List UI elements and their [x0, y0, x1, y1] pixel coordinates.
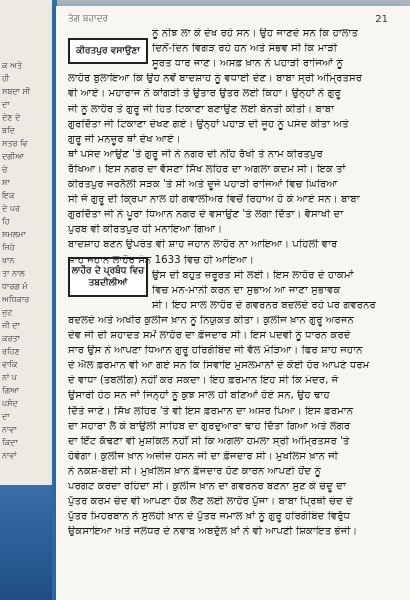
left-page-fragment: ਦਾ [2, 412, 10, 421]
left-page-fragment: ਜਿਹੇ [2, 243, 15, 252]
side-heading-box-1 [68, 38, 148, 64]
left-page-fragment: ਹਿ [2, 217, 10, 226]
text-line: ਦਾ ਸਹਾਰਾ ਲੈ ਕੇ ਬਾਉਲੀ ਸਾਹਿਬ ਦਾ ਗੁਰਦੁਆਰਾ ਢਾਹ ਦਿੱਤਾ ਗਿਆ ਅਤੇ ਲੰਗਰ [68, 420, 351, 432]
text-line: ਉਸਾਰੀ ਹੇਠ ਸਨ ਜਾਂ ਜਿਨ੍ਹਾਂ ਨੂੰ ਕੁਝ ਸਾਲ ਹੀ ਬਣਿਆਂ ਹੋਏ ਸਨ, ਉਹ ਢਾਹ [68, 390, 330, 402]
text-line: ਉਕਸਾਇਆ ਅਤੇ ਜਲੰਧਰ ਦੇ ਨਵਾਬ ਅਬਦੁੱਲ ਖ਼ਾਂ ਨੇ ਵੀ ਆਪਣੀ ਸ਼ਿਕਾਇਤ ਭੇਜੀ। [68, 526, 358, 538]
left-page-fragment: ਦਗੀਆ [2, 152, 24, 161]
side-heading-kiratpur: ਕੀਰਤਪੁਰ ਵਸਾਉਣਾ [76, 46, 140, 56]
left-page-fragment: ਸਤਰ ਵਿ [2, 139, 28, 148]
text-line: ਪੁੱਤਰ ਕਰਮ ਚੰਦ ਵੀ ਆਪਣਾ ਹੱਕ ਲੈਣ ਲਈ ਲਾਹੌਰ ਪੁੱਜਾ। ਬਾਬਾ ਪ੍ਰਿਥੀ ਚੰਦ ਦੇ [68, 496, 353, 508]
text-line: ਦਾ ਇੱਟ ਕੱਢਣਾ ਵੀ ਮੁਸ਼ਕਿਲ ਨਹੀਂ ਸੀ ਕਿ ਅਗਲਾ ਹਮਲਾ ਸ੍ਰੀ ਅੰਮ੍ਰਿਤਸਰ 'ਤੇ [68, 435, 350, 447]
left-page-fragment: ਧਾਰਗ ਮੰ [2, 282, 28, 291]
text-line: ਬਦਲਦੇ ਅਤੇ ਅਖੀਰ ਕੁਲੀਜ ਖ਼ਾਨ ਨੂੰ ਨਿਯੁਕਤ ਕੀਤਾ। ਕੁਲੀਜ ਖ਼ਾਨ ਗੁਰੂ ਅਰਜਨ [68, 314, 354, 326]
text-line: ਬਾਦਸ਼ਾਹ ਬਣਨ ਉਪਰੰਤ ਵੀ ਸ਼ਾਹ ਜਹਾਨ ਲਾਹੌਰ ਨਾ ਆਇਆ। ਪਹਿਲੀ ਵਾਰ [68, 239, 338, 251]
text-line: ਦੇਵ ਜੀ ਦੀ ਸ਼ਹਾਦਤ ਸਮੇਂ ਲਾਹੌਰ ਦਾ ਫ਼ੌਜਦਾਰ ਸੀ। ਇਸ ਪਦਵੀ ਨੂੰ ਧਾਰਨ ਕਰਦੇ [68, 330, 351, 341]
text-line: ਸੀ। ਇਹ ਸਾਲ ਲਾਹੌਰ ਦੇ ਗਵਰਨਰ ਬਦਲਦੇ ਰਹੇ ਪਰ ਗਵਰਨਰ [152, 299, 376, 311]
text-line: ਨੂੰ ਨੀਝ ਲਾ ਕੇ ਦੇਖ ਰਹੇ ਸਨ। ਉਹ ਜਾਣਦੇ ਸਨ ਕਿ ਹਾਲਾਤ [152, 28, 359, 39]
side-heading-lahore-line2: ਤਬਦੀਲੀਆਂ [88, 278, 128, 288]
page-number: 21 [375, 14, 388, 25]
left-page-fragment: ਪਸੰਦ [2, 399, 18, 408]
text-line: ਵੀ ਆਏ। ਮਹਾਰਾਜ ਨੇ ਕਾਂਗੜੀ ਤੇ ਉਤਾਰ ਉਤਰ ਲਈ ਕਿਹਾ। ਉਨ੍ਹਾਂ ਨੇ ਗੁਰੂ [68, 88, 341, 100]
text-line: ਪੁੱਤਰ ਮਿਹਰਬਾਨ ਨੇ ਸੁਲਹੀ ਖ਼ਾਨ ਦੇ ਪੁੱਤਰ ਜਮਾਲ ਖ਼ਾਂ ਨੂੰ ਗੁਰੂ ਹਰਿਗੋਬਿੰਦ ਵਿਰੁੱਧ [68, 511, 350, 523]
text-line: ਲਾਹੌਰ ਬੁਲਾਇਆ ਕਿ ਉਹ ਨਵੇਂ ਬਾਦਸ਼ਾਹ ਨੂੰ ਵਧਾਈ ਦੇਣ। ਬਾਬਾ ਸ੍ਰੀ ਅੰਮ੍ਰਿਤਸਰ [68, 73, 363, 85]
text-line: ਪੁਰਬ ਵੀ ਕੀਰਤਪੁਰ ਹੀ ਮਨਾਇਆ ਗਿਆ। [68, 224, 223, 236]
text-line: ਦਿੱਤੇ ਜਾਣੇ। ਸਿੱਖ ਲਹਿਰ 'ਤੇ ਵੀ ਇਸ ਫ਼ਰਮਾਨ ਦਾ ਅਸਰ ਪਿਆ। ਇਸ ਫ਼ਰਮਾਨ [68, 405, 354, 417]
text-line: ਥਾਂ ਪਸੰਦ ਆਉਣ 'ਤੇ ਗੁਰੂ ਜੀ ਨੇ ਨਗਰ ਦੀ ਨੀਂਹ ਰੱਖੀ ਤੇ ਨਾਮ ਕੀਰਤਪੁਰ [68, 148, 323, 160]
left-page-fragment: ਦੇਣ ਦੇ [2, 113, 21, 122]
text-line: ਹੋਵੇਗਾ। ਕੁਲੀਜ ਖ਼ਾਨ ਅਜ਼ੀਜ਼ ਹਸਨ ਜੀ ਦਾ ਫ਼ੌਜਦਾਰ ਸੀ। ਮੁਖਲਿਸ ਖ਼ਾਨ ਜੀ [68, 450, 338, 462]
book-page [56, 6, 410, 600]
text-line: ਸੂਰਤ ਧਾਰ ਜਾਣ। ਅਸਫ਼ ਖ਼ਾਨ ਨੇ ਪਹਾੜੀ ਰਾਜਿਆਂ ਨੂੰ [152, 58, 343, 70]
left-page-fragment: ਦਾ [2, 100, 10, 109]
text-line: ਕੀਰਤਪੁਰ ਜਰਨੈਲੀ ਸੜਕ 'ਤੇ ਸੀ ਅਤੇ ਦੂਜੇ ਪਹਾੜੀ ਰਾਜਿਆਂ ਵਿਚ ਘਿਰਿਆ [68, 179, 338, 190]
left-page-fragment: ਤਾ ਨਾਲ [2, 269, 25, 278]
left-page-fragment: ਨਾਂ ਪ [2, 373, 17, 382]
left-page-fragment: ਦੇ ਪਰ [2, 204, 20, 213]
left-page-fragment: ਗਿਆ [2, 386, 19, 395]
left-page-fragment: ਚੇ [2, 165, 8, 174]
text-line: ਪਰਗਟ ਕਰਦਾ ਰਹਿੰਦਾ ਸੀ। ਕੁਲੀਜ ਖ਼ਾਨ ਦਾ ਗਵਰਨਰ ਬਣਨਾ ਸੁਣ ਕੇ ਚੰਦੂ ਦਾ [68, 481, 346, 492]
text-line: ਜੀ ਨੂੰ ਲਾਹੌਰ ਤੇ ਗੁਰੂ ਜੀ ਹਿਤ ਟਿਕਾਣਾ ਬਣਾਉਣ ਲਈ ਬੇਨਤੀ ਕੀਤੀ। ਬਾਬਾ [68, 103, 335, 115]
left-page-fragment: ਨਾਵਾ [2, 425, 17, 434]
left-page-fragment: ਕਰਤਾ [2, 334, 20, 343]
left-page-fragment: ਜੀ ਦਾ [2, 321, 20, 330]
text-line: ਸ਼ਾਹ ਜਹਾਨ ਲਾਹੌਰ ਸੰਨ 1633 ਵਿਚ ਹੀ ਆਇਆ। [68, 254, 254, 266]
text-line: ਵਿਚ ਮਨ-ਮਾਨੀ ਕਰਨ ਦਾ ਸੁਭਾਅ ਆ ਜਾਣਾ ਸੁਭਾਵਕ [152, 284, 341, 296]
text-line: ਗੁਰਦਿੱਤਾ ਜੀ ਟਿਕਾਣਾ ਦੇਖਣ ਗਏ। ਉਨ੍ਹਾਂ ਪਹਾੜ ਦੀ ਜੂਹ ਨੂੰ ਪਸੰਦ ਕੀਤਾ ਅਤੇ [68, 118, 349, 130]
left-page-fragment: ਸਮਲਮਾ [2, 230, 26, 239]
text-line: ਗੁਰੂ ਜੀ ਮਨਜ਼ੂਰ ਥਾਂ ਦੇਖ ਆਏ। [68, 133, 181, 145]
left-page-fragment: ਸਾ [2, 178, 10, 187]
side-heading-lahore-line1: ਲਾਹੌਰ ਦੇ ਪ੍ਰਬੰਧ ਵਿਚ [71, 266, 145, 276]
text-line: ਨੇ ਨਕਸ਼-ਬੰਦੀ ਸੀ। ਮੁਖ਼ਲਿਸ ਖ਼ਾਨ ਫ਼ੌਜਦਾਰ ਹੋਣ ਕਾਰਨ ਆਪਣੀ ਹੋਂਦ ਨੂੰ [68, 465, 322, 477]
left-page-fragment: ਕਿਦਾ [2, 438, 18, 447]
running-title: ਤੇਗ ਬਹਾਦਰ [68, 14, 109, 24]
text-line: ਸੀ ਜੋ ਗੁਰੂ ਦੀ ਕ੍ਰਿਪਾ ਨਾਲ ਹੀ ਗਵਾਲੀਅਰ ਵਿਚੋਂ ਰਿਹਾਅ ਹੋ ਕੇ ਆਏ ਸਨ। ਬਾਬਾ [68, 194, 360, 206]
left-page-fragment: ਕ ਅਤੇ [2, 61, 22, 70]
text-line: ਉਸ ਦੀ ਬਹੁਤ ਜ਼ਰੂਰਤ ਸੀ ਲਈ। ਇਸ ਲਾਹੌਰ ਦੇ ਹਾਕਮਾਂ [152, 269, 354, 281]
text-line: ਸਾਰ ਉਸ ਨੇ ਆਪਣਾ ਧਿਆਨ ਗੁਰੂ ਹਰਿਗੋਬਿੰਦ ਜੀ ਵੱਲ ਮੋੜਿਆ। ਫਿਰ ਸ਼ਾਹ ਜਹਾਨ [68, 345, 363, 357]
text-line: ਦੇ ਐਲ ਫ਼ਰਮਾਨ ਵੀ ਆ ਗਏ ਸਨ ਕਿ ਸਿਵਾਇ ਮੁਸਲਮਾਨਾਂ ਦੇ ਕੋਈ ਹੋਰ ਆਪਣੇ ਧਰਮ [68, 360, 370, 372]
left-page-fragment: ਅਧਿਕਾਰ [2, 295, 30, 304]
left-page-fragment: ਸਬਦਾ ਸੀ [2, 87, 31, 96]
left-page-fragment: ਬਦਿ [2, 126, 15, 135]
left-page-fragment: ਵਾਕਿ [2, 360, 18, 369]
text-line: ਗੁਰਦਿੱਤਾ ਜੀ ਨੇ ਪੂਰਾ ਧਿਆਨ ਨਗਰ ਦੇ ਵਸਾਉਣ 'ਤੇ ਲਗਾ ਦਿੱਤਾ। ਵੈਸਾਖੀ ਦਾ [68, 209, 344, 221]
left-page-fragment: ਜੁਟ [2, 308, 13, 317]
text-line: ਰੱਖਿਆ। ਇਸ ਨਗਰ ਦਾ ਵੱਸਣਾ ਸਿੱਖ ਲਹਿਰ ਦਾ ਅਗਲਾ ਕਦਮ ਸੀ। ਇਕ ਤਾਂ [68, 163, 346, 175]
text-line: ਦੇ ਵਾਧਾ (ਤਬਲੀਗ) ਨਹੀਂ ਕਰ ਸਕਦਾ। ਇਹ ਫ਼ਰਮਾਨ ਇਹ ਸੀ ਕਿ ਮੰਦਰ, ਜੋ [68, 375, 339, 387]
left-page-fragment: ਹੀ [2, 74, 10, 83]
text-line: ਦਿਨੋਂ-ਦਿਨ ਵਿਗੜ ਰਹੇ ਹਨ ਅਤੇ ਸੰਭਵ ਸੀ ਕਿ ਮਾੜੀ [152, 43, 338, 55]
left-page-fragment: ਰਹਿਣ [2, 347, 20, 356]
left-page-fragment: ਨਾਵਾਂ [2, 451, 17, 460]
left-page-fragment: ਖਾਨ [2, 256, 15, 265]
book-cover-edge [0, 485, 54, 600]
left-page-fragment: ਇਕ [2, 191, 15, 200]
